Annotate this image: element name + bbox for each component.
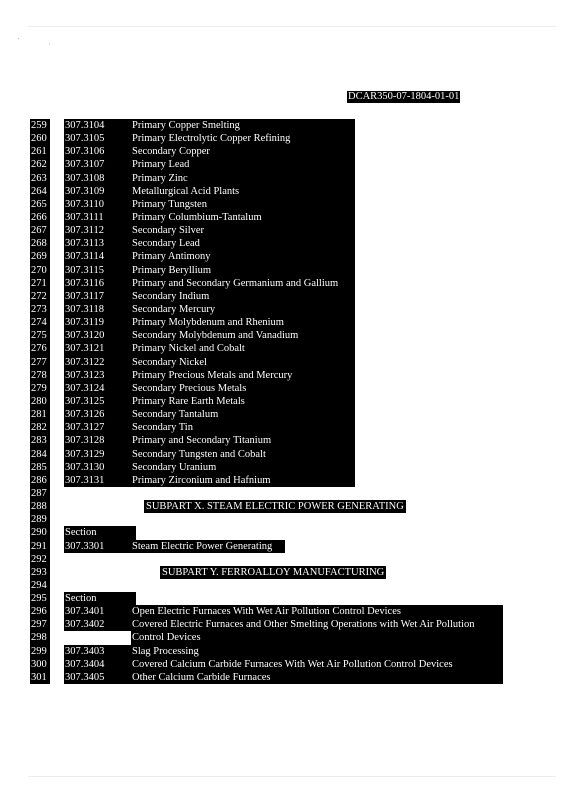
row-number: 271 <box>30 277 50 290</box>
table-row <box>30 290 510 303</box>
row-number: 266 <box>30 211 50 224</box>
row-description: Secondary Silver <box>131 224 355 237</box>
table-row <box>30 395 510 408</box>
table-row <box>30 119 510 132</box>
table-row <box>30 342 510 355</box>
table-row <box>30 553 510 566</box>
row-description: Primary Columbium-Tantalum <box>131 211 355 224</box>
section-number: 307.3402 <box>64 618 136 631</box>
table-row <box>30 500 510 513</box>
row-number: 276 <box>30 342 50 355</box>
table-row <box>30 237 510 250</box>
table-row <box>30 198 510 211</box>
row-description: Primary Lead <box>131 158 355 171</box>
row-number: 275 <box>30 329 50 342</box>
row-number: 292 <box>30 553 50 566</box>
table-row <box>30 250 510 263</box>
row-description: Steam Electric Power Generating <box>131 540 285 553</box>
row-number: 299 <box>30 645 50 658</box>
section-number: 307.3403 <box>64 645 136 658</box>
table-row <box>30 303 510 316</box>
top-rule <box>28 26 556 27</box>
row-description: Secondary Copper <box>131 145 355 158</box>
row-description: Primary and Secondary Titanium <box>131 434 355 447</box>
row-number: 277 <box>30 356 50 369</box>
section-number: 307.3131 <box>64 474 136 487</box>
row-number: 265 <box>30 198 50 211</box>
section-number: 307.3126 <box>64 408 136 421</box>
section-number: 307.3123 <box>64 369 136 382</box>
row-number: 291 <box>30 540 50 553</box>
row-number: 267 <box>30 224 50 237</box>
section-number: 307.3113 <box>64 237 136 250</box>
row-number: 261 <box>30 145 50 158</box>
section-number: 307.3127 <box>64 421 136 434</box>
row-number: 281 <box>30 408 50 421</box>
table-row <box>30 671 510 684</box>
row-number: 282 <box>30 421 50 434</box>
table-row <box>30 329 510 342</box>
row-description: Primary Beryllium <box>131 264 355 277</box>
table-row <box>30 592 510 605</box>
row-number: 297 <box>30 618 50 631</box>
table-row <box>30 434 510 447</box>
table-row <box>30 172 510 185</box>
table-row <box>30 382 510 395</box>
section-number: 307.3124 <box>64 382 136 395</box>
section-number: 307.3108 <box>64 172 136 185</box>
table-row <box>30 566 510 579</box>
table-row <box>30 264 510 277</box>
row-description: Metallurgical Acid Plants <box>131 185 355 198</box>
section-number: 307.3111 <box>64 211 136 224</box>
section-number: 307.3118 <box>64 303 136 316</box>
row-table <box>30 119 510 684</box>
row-number: 262 <box>30 158 50 171</box>
table-row <box>30 645 510 658</box>
row-description: Secondary Molybdenum and Vanadium <box>131 329 355 342</box>
row-description: Secondary Nickel <box>131 356 355 369</box>
section-number: 307.3404 <box>64 658 136 671</box>
row-number: 298 <box>30 631 50 644</box>
row-number: 289 <box>30 513 50 526</box>
table-row <box>30 605 510 618</box>
row-number: 290 <box>30 526 50 539</box>
row-description: Secondary Mercury <box>131 303 355 316</box>
row-description: Primary Nickel and Cobalt <box>131 342 355 355</box>
row-description: Secondary Uranium <box>131 461 355 474</box>
row-number: 295 <box>30 592 50 605</box>
row-number: 263 <box>30 172 50 185</box>
row-number: 293 <box>30 566 50 579</box>
row-description: Secondary Precious Metals <box>131 382 355 395</box>
row-number: 283 <box>30 434 50 447</box>
table-row <box>30 631 510 644</box>
section-number: 307.3301 <box>64 540 136 553</box>
section-number: 307.3117 <box>64 290 136 303</box>
row-number: 301 <box>30 671 50 684</box>
section-number: Section <box>64 526 136 539</box>
row-description: Secondary Tantalum <box>131 408 355 421</box>
row-number: 264 <box>30 185 50 198</box>
bottom-rule <box>28 776 556 777</box>
row-description: Primary Precious Metals and Mercury <box>131 369 355 382</box>
row-number: 280 <box>30 395 50 408</box>
table-row <box>30 277 510 290</box>
table-row <box>30 421 510 434</box>
row-number: 294 <box>30 579 50 592</box>
table-row <box>30 540 510 553</box>
table-row <box>30 448 510 461</box>
row-description: Open Electric Furnaces With Wet Air Pollution Control Devices <box>131 605 503 618</box>
section-number: 307.3114 <box>64 250 136 263</box>
section-number: 307.3121 <box>64 342 136 355</box>
row-description: Primary Copper Smelting <box>131 119 355 132</box>
subpart-heading: SUBPART Y. FERROALLOY MANUFACTURING <box>162 566 385 578</box>
row-number: 272 <box>30 290 50 303</box>
table-row <box>30 369 510 382</box>
row-number: 284 <box>30 448 50 461</box>
section-number: 307.3119 <box>64 316 136 329</box>
table-row <box>30 185 510 198</box>
table-row <box>30 158 510 171</box>
table-row <box>30 513 510 526</box>
row-description: Primary Zinc <box>131 172 355 185</box>
row-number: 270 <box>30 264 50 277</box>
document-id: DCAR350-07-1804-01-01 <box>348 91 460 102</box>
row-number: 268 <box>30 237 50 250</box>
row-number: 279 <box>30 382 50 395</box>
row-number: 300 <box>30 658 50 671</box>
row-description: Primary Molybdenum and Rhenium <box>131 316 355 329</box>
row-description: Primary Electrolytic Copper Refining <box>131 132 355 145</box>
row-description: Primary Antimony <box>131 250 355 263</box>
row-number: 296 <box>30 605 50 618</box>
table-row <box>30 356 510 369</box>
section-number: Section <box>64 592 136 605</box>
section-number: 307.3130 <box>64 461 136 474</box>
row-description: Secondary Tungsten and Cobalt <box>131 448 355 461</box>
table-row <box>30 316 510 329</box>
row-number: 278 <box>30 369 50 382</box>
row-number: 286 <box>30 474 50 487</box>
row-description: Primary Rare Earth Metals <box>131 395 355 408</box>
section-number: 307.3105 <box>64 132 136 145</box>
row-number: 259 <box>30 119 50 132</box>
row-description: Covered Calcium Carbide Furnaces With Wet Air Pollution Control Devices <box>131 658 503 671</box>
section-number: 307.3120 <box>64 329 136 342</box>
table-row <box>30 132 510 145</box>
row-number: 288 <box>30 500 50 513</box>
section-number: 307.3129 <box>64 448 136 461</box>
subpart-heading: SUBPART X. STEAM ELECTRIC POWER GENERATING <box>146 501 404 513</box>
section-number: 307.3401 <box>64 605 136 618</box>
table-row <box>30 211 510 224</box>
row-description: Other Calcium Carbide Furnaces <box>131 671 503 684</box>
section-number: 307.3125 <box>64 395 136 408</box>
table-row <box>30 461 510 474</box>
row-description: Secondary Indium <box>131 290 355 303</box>
section-number: 307.3107 <box>64 158 136 171</box>
row-number: 273 <box>30 303 50 316</box>
row-description: Slag Processing <box>131 645 503 658</box>
row-description: Primary and Secondary Germanium and Gallium <box>131 277 355 290</box>
table-row <box>30 224 510 237</box>
table-row <box>30 474 510 487</box>
row-number: 285 <box>30 461 50 474</box>
section-number: 307.3104 <box>64 119 136 132</box>
section-number: 307.3106 <box>64 145 136 158</box>
row-number: 287 <box>30 487 50 500</box>
row-description: Primary Tungsten <box>131 198 355 211</box>
section-number: 307.3112 <box>64 224 136 237</box>
row-description: Primary Zirconium and Hafnium <box>131 474 355 487</box>
row-description: Covered Electric Furnaces and Other Smelting Operations with Wet Air Pollution <box>131 618 503 631</box>
row-number: 269 <box>30 250 50 263</box>
row-number: 260 <box>30 132 50 145</box>
table-row <box>30 408 510 421</box>
table-row <box>30 579 510 592</box>
table-row <box>30 526 510 539</box>
row-description: Secondary Tin <box>131 421 355 434</box>
section-number: 307.3128 <box>64 434 136 447</box>
section-number: 307.3109 <box>64 185 136 198</box>
row-number: 274 <box>30 316 50 329</box>
row-description: Secondary Lead <box>131 237 355 250</box>
scan-specks <box>18 38 58 48</box>
section-number: 307.3405 <box>64 671 136 684</box>
table-row <box>30 145 510 158</box>
table-row <box>30 618 510 631</box>
section-number: 307.3122 <box>64 356 136 369</box>
table-row <box>30 658 510 671</box>
section-number: 307.3116 <box>64 277 136 290</box>
row-description: Control Devices <box>131 631 503 644</box>
section-number: 307.3115 <box>64 264 136 277</box>
section-number: 307.3110 <box>64 198 136 211</box>
table-row <box>30 487 510 500</box>
